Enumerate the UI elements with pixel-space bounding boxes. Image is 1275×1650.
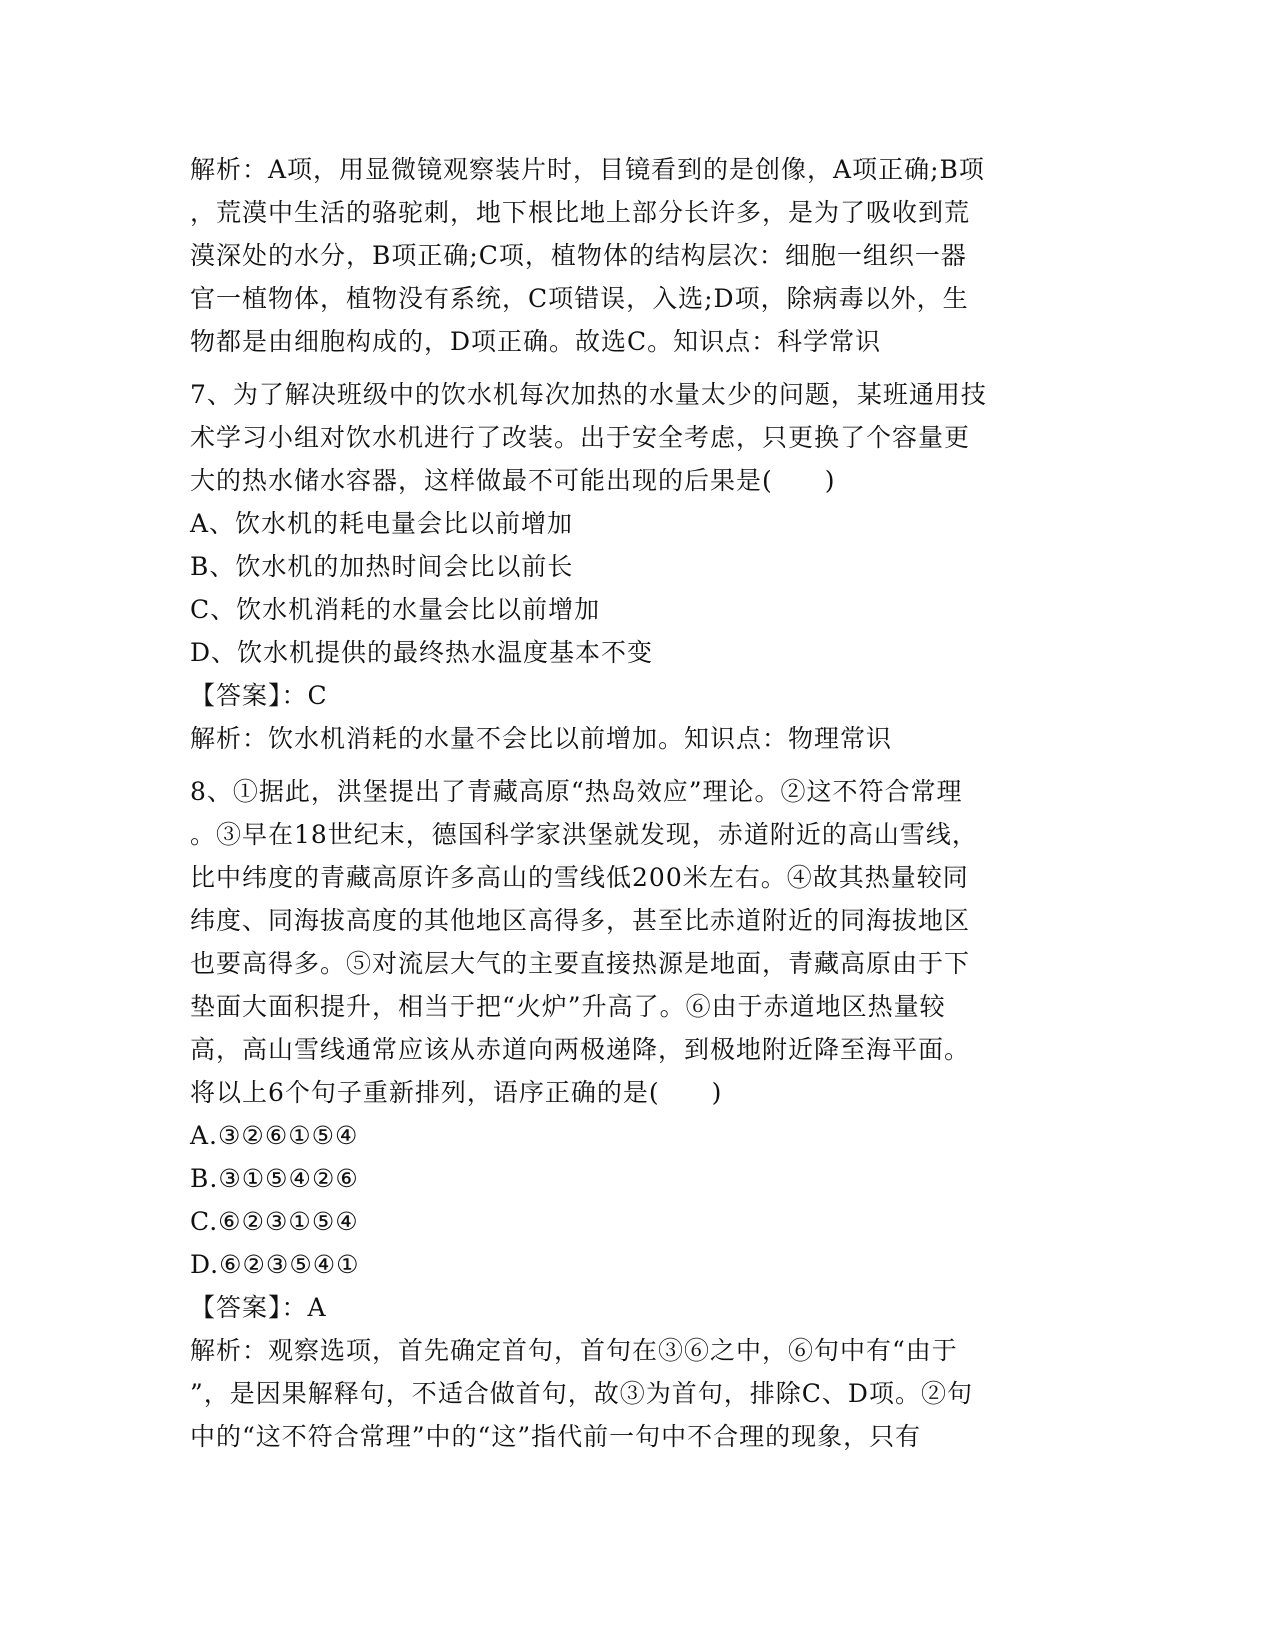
q6-explanation-line: 官一植物体，植物没有系统，C项错误，入选;D项，除病毒以外，生 bbox=[190, 284, 969, 313]
q6-explanation-line: 物都是由细胞构成的，D项正确。故选C。知识点：科学常识 bbox=[190, 327, 882, 356]
q8-option-d: D.⑥②③⑤④① bbox=[190, 1250, 360, 1279]
q8-stem-line: 高，高山雪线通常应该从赤道向两极递降，到极地附近降至海平面。 bbox=[190, 1035, 971, 1064]
q7-stem-line: 术学习小组对饮水机进行了改装。出于安全考虑，只更换了个容量更 bbox=[190, 423, 971, 452]
document-content bbox=[190, 148, 1090, 1458]
q8-stem-line: 纬度、同海拔高度的其他地区高得多，甚至比赤道附近的同海拔地区 bbox=[190, 906, 971, 935]
q8-option-b: B.③①⑤④②⑥ bbox=[190, 1164, 359, 1193]
question-8 bbox=[190, 770, 1090, 1458]
q7-answer: 【答案】：C bbox=[190, 681, 328, 710]
q7-option-d: D、饮水机提供的最终热水温度基本不变 bbox=[190, 638, 654, 667]
q8-option-a: A.③②⑥①⑤④ bbox=[190, 1121, 359, 1150]
q6-explanation-line: 漠深处的水分，B项正确;C项，植物体的结构层次：细胞一组织一器 bbox=[190, 241, 967, 270]
q7-explanation: 解析：饮水机消耗的水量不会比以前增加。知识点：物理常识 bbox=[190, 724, 893, 753]
q8-stem-line: 8、①据此，洪堡提出了青藏高原“热岛效应”理论。②这不符合常理 bbox=[190, 777, 963, 806]
q8-explanation-line: 解析：观察选项，首先确定首句，首句在③⑥之中，⑥句中有“由于 bbox=[190, 1336, 958, 1365]
q8-answer: 【答案】：A bbox=[190, 1293, 327, 1322]
q8-option-c: C.⑥②③①⑤④ bbox=[190, 1207, 359, 1236]
q6-explanation-line: ，荒漠中生活的骆驼刺，地下根比地上部分长许多，是为了吸收到荒 bbox=[190, 198, 971, 227]
q7-option-b: B、饮水机的加热时间会比以前长 bbox=[190, 552, 574, 581]
section-gap bbox=[190, 363, 1090, 373]
q8-stem-line: 也要高得多。⑤对流层大气的主要直接热源是地面，青藏高原由于下 bbox=[190, 949, 971, 978]
q8-stem-line: 。③早在18世纪末，德国科学家洪堡就发现，赤道附近的高山雪线， bbox=[190, 820, 978, 849]
q6-explanation bbox=[190, 148, 1090, 363]
question-7 bbox=[190, 373, 1090, 760]
q6-explanation-line: 解析：A项，用显微镜观察装片时，目镜看到的是创像，A项正确;B项 bbox=[190, 155, 985, 184]
q7-stem-line: 7、为了解决班级中的饮水机每次加热的水量太少的问题，某班通用技 bbox=[190, 380, 987, 409]
q7-option-c: C、饮水机消耗的水量会比以前增加 bbox=[190, 595, 601, 624]
q8-stem-line: 将以上6个句子重新排列，语序正确的是( ) bbox=[190, 1078, 723, 1107]
q8-stem-line: 垫面大面积提升，相当于把“火炉”升高了。⑥由于赤道地区热量较 bbox=[190, 992, 946, 1021]
q7-option-a: A、饮水机的耗电量会比以前增加 bbox=[190, 509, 574, 538]
q8-explanation-line: 中的“这不符合常理”中的“这”指代前一句中不合理的现象，只有 bbox=[190, 1422, 922, 1451]
q8-explanation-line: ”，是因果解释句，不适合做首句，故③为首句，排除C、D项。②句 bbox=[190, 1379, 973, 1408]
section-gap bbox=[190, 760, 1090, 770]
q8-stem-line: 比中纬度的青藏高原许多高山的雪线低200米左右。④故其热量较同 bbox=[190, 863, 969, 892]
q7-stem-line: 大的热水储水容器，这样做最不可能出现的后果是( ) bbox=[190, 466, 836, 495]
